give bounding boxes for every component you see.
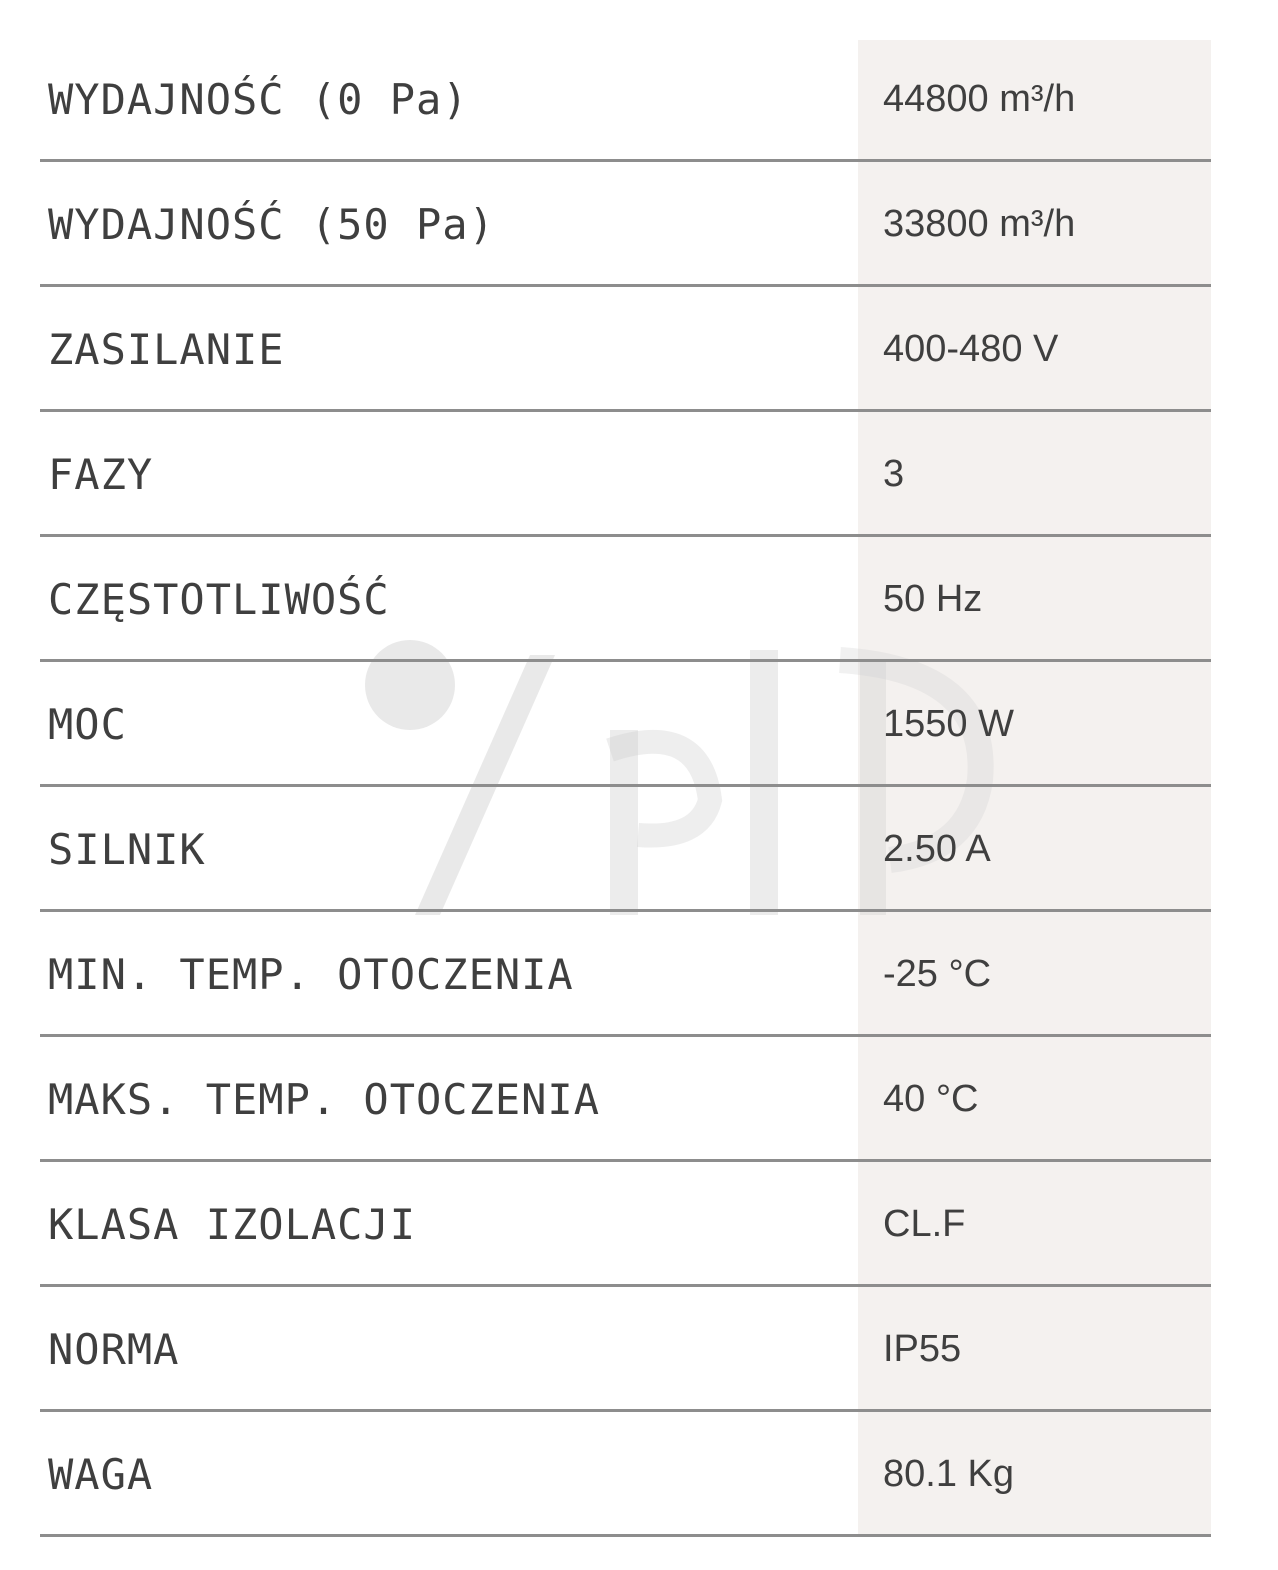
spec-value: 80.1 Kg [883,1453,1014,1495]
spec-value: IP55 [883,1328,962,1370]
spec-row [40,1287,1211,1412]
spec-table [40,37,1211,1537]
spec-value: 2.50 A [883,828,991,870]
spec-value: 1550 W [883,703,1014,745]
spec-row [40,912,1211,1037]
spec-label: FAZY [48,450,154,499]
spec-row [40,787,1211,912]
spec-value: CL.F [883,1203,966,1245]
spec-label: CZĘSTOTLIWOŚĆ [48,575,390,624]
spec-label: MIN. TEMP. OTOCZENIA [48,950,574,999]
spec-row [40,412,1211,537]
spec-label: MOC [48,700,127,749]
spec-label: MAKS. TEMP. OTOCZENIA [48,1075,601,1124]
spec-row [40,287,1211,412]
spec-row [40,537,1211,662]
spec-label: KLASA IZOLACJI [48,1200,417,1249]
spec-row [40,662,1211,787]
spec-value: 44800 m³/h [883,78,1076,120]
spec-value: 40 °C [883,1078,979,1120]
spec-row [40,1162,1211,1287]
spec-row [40,1412,1211,1537]
spec-row [40,162,1211,287]
spec-value: 400-480 V [883,328,1059,370]
spec-value: 33800 m³/h [883,203,1076,245]
spec-value: 50 Hz [883,578,983,620]
spec-label: NORMA [48,1325,180,1374]
spec-value: -25 °C [883,953,992,995]
spec-row [40,1037,1211,1162]
spec-label: WAGA [48,1450,154,1499]
spec-row [40,37,1211,162]
spec-label: WYDAJNOŚĆ (0 Pa) [48,75,469,124]
spec-label: ZASILANIE [48,325,285,374]
spec-value: 3 [883,453,905,495]
spec-label: SILNIK [48,825,206,874]
spec-label: WYDAJNOŚĆ (50 Pa) [48,200,495,249]
